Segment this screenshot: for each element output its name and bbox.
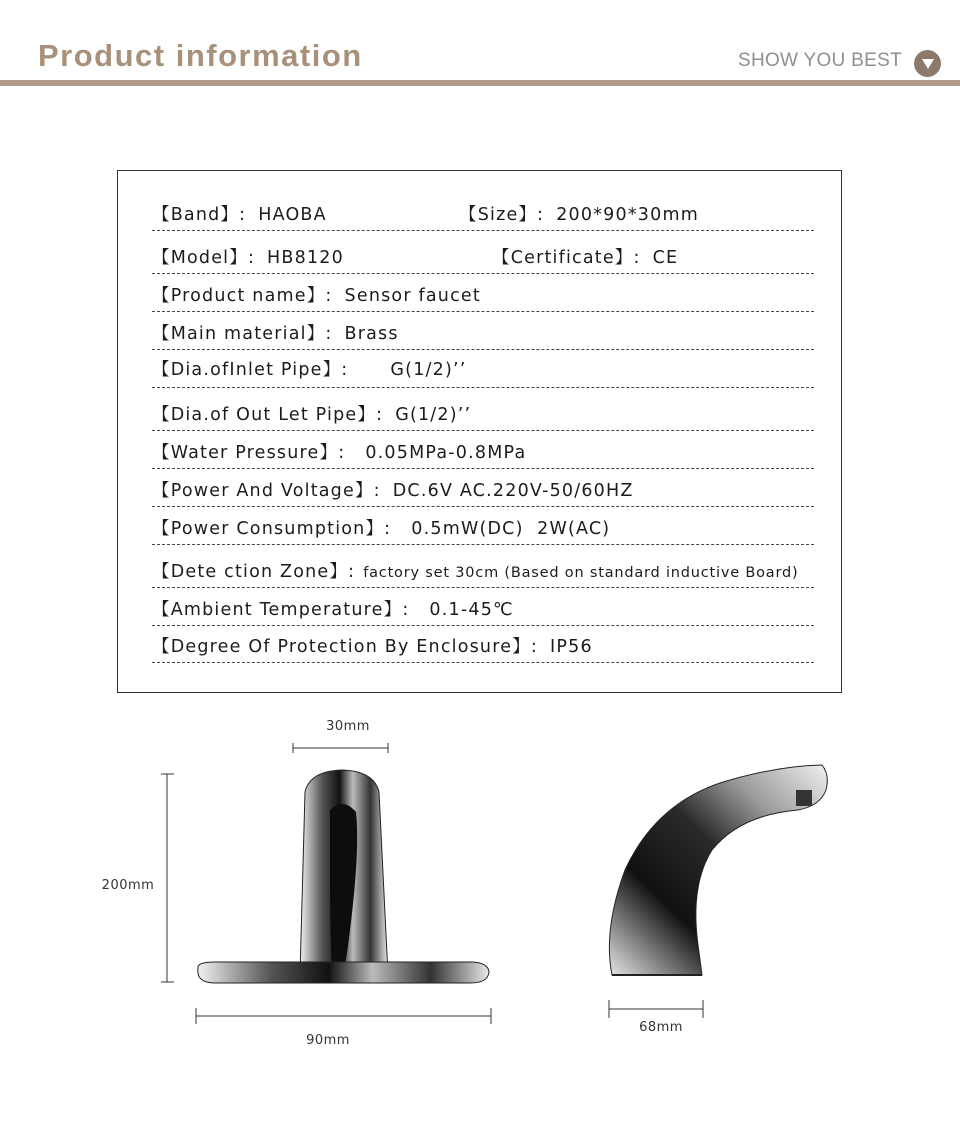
spec-label: 【Size】: (459, 205, 545, 225)
spec-row (152, 625, 814, 663)
spec-value: HB8120 (267, 248, 344, 268)
spec-value: IP56 (550, 637, 593, 657)
spec-value: 200*90*30mm (556, 205, 699, 225)
spec-value: 0.05MPa-0.8MPa (365, 443, 527, 463)
spec-cell (152, 401, 471, 426)
spec-value: Brass (344, 324, 399, 344)
spec-cell (152, 356, 467, 381)
spec-label: 【Dia.of Out Let Pipe】: (152, 405, 384, 425)
spec-cell (152, 515, 610, 540)
width-dimension (196, 1008, 491, 1048)
spec-cell (459, 201, 699, 226)
header-divider (0, 80, 960, 86)
page-title: Product information (38, 38, 363, 73)
spec-cell (152, 558, 798, 583)
height-dimension (102, 774, 174, 982)
spec-cell (152, 320, 399, 345)
faucet-side-view (609, 765, 827, 975)
spec-label: 【Certificate】: (492, 248, 641, 268)
spec-cell (152, 633, 593, 658)
spec-label: 【Water Pressure】: (152, 443, 346, 463)
spec-label: 【Degree Of Protection By Enclosure】: (152, 637, 538, 657)
spec-value: DC.6V AC.220V-50/60HZ (392, 481, 634, 501)
spec-label: 【Power Consumption】: (152, 519, 392, 539)
header-tagline: SHOW YOU BEST (737, 50, 902, 71)
spec-cell (152, 477, 634, 502)
faucet-front-view (198, 770, 489, 983)
spec-value: 0.1-45℃ (429, 600, 514, 620)
spec-label: 【Dete ction Zone】: (152, 562, 356, 582)
spec-label: 【Model】: (152, 248, 256, 268)
chevron-down-icon (914, 50, 941, 77)
width-label: 90mm (306, 1033, 350, 1048)
dimension-diagram (0, 700, 960, 1100)
spec-label: 【Power And Voltage】: (152, 481, 381, 501)
spec-row (152, 193, 814, 231)
depth-label: 30mm (326, 719, 370, 734)
spec-row (152, 587, 814, 626)
spec-label: 【Product name】: (152, 286, 333, 306)
depth-dimension (293, 719, 388, 753)
spec-cell (152, 201, 327, 226)
spec-label: 【Band】: (152, 205, 247, 225)
spec-cell (152, 596, 514, 621)
spec-cell (152, 439, 526, 464)
spec-value: HAOBA (258, 205, 327, 225)
spec-label: 【Main material】: (152, 324, 333, 344)
spec-row (152, 230, 814, 274)
spec-value: G(1/2)’’ (395, 405, 472, 425)
spec-value: factory set 30cm (Based on standard inductive Board) (363, 565, 799, 581)
spec-cell (152, 244, 344, 269)
spec-cell (152, 282, 481, 307)
spec-row (152, 273, 814, 312)
spec-row (152, 506, 814, 545)
spec-value: Sensor faucet (344, 286, 481, 306)
spec-value: CE (652, 248, 679, 268)
spec-value: 0.5mW(DC) 2W(AC) (411, 519, 611, 539)
spec-table (117, 170, 842, 693)
spec-label: 【Ambient Temperature】: (152, 600, 410, 620)
spec-value: G(1/2)’’ (390, 360, 467, 380)
spec-row (152, 430, 814, 469)
spec-row (152, 544, 814, 588)
spec-cell (492, 244, 678, 269)
spec-row (152, 349, 814, 388)
spec-row (152, 387, 814, 431)
spec-row (152, 311, 814, 350)
side-depth-label: 68mm (639, 1020, 683, 1035)
spec-label: 【Dia.ofInlet Pipe】: (152, 360, 349, 380)
side-depth-dimension (609, 1000, 703, 1035)
spec-row (152, 468, 814, 507)
height-label: 200mm (101, 878, 155, 893)
